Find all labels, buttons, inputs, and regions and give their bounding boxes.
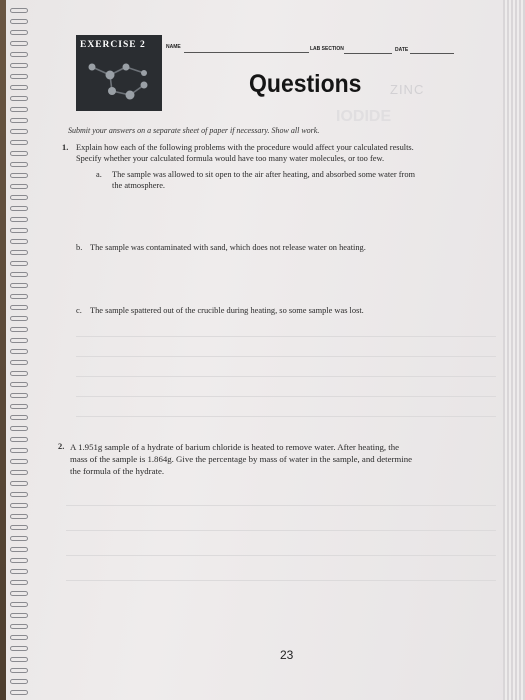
spiral-coil — [10, 470, 28, 475]
question-1-number: 1. — [62, 143, 69, 152]
name-line — [184, 52, 309, 53]
spiral-coil — [10, 690, 28, 695]
spiral-coil — [10, 360, 28, 365]
spiral-coil — [10, 613, 28, 618]
lab-section-line — [344, 53, 392, 54]
spiral-coil — [10, 151, 28, 156]
show-through-artifact: ZINC — [390, 82, 425, 97]
question-1-text-line1: Explain how each of the following problems with the procedure would affect your calculated results. — [76, 143, 414, 152]
spiral-coil — [10, 173, 28, 178]
spiral-coil — [10, 602, 28, 607]
show-through-line — [66, 580, 496, 581]
show-through-line — [76, 336, 496, 337]
worksheet-page — [6, 0, 525, 700]
spiral-coil — [10, 316, 28, 321]
item-c-letter: c. — [76, 306, 82, 315]
spiral-coil — [10, 162, 28, 167]
spiral-coil — [10, 426, 28, 431]
spiral-coil — [10, 547, 28, 552]
spiral-coil — [10, 492, 28, 497]
spiral-coil — [10, 503, 28, 508]
molecule-icon — [82, 55, 158, 107]
spiral-coil — [10, 305, 28, 310]
spiral-coil — [10, 63, 28, 68]
spiral-coil — [10, 85, 28, 90]
spiral-coil — [10, 514, 28, 519]
spiral-coil — [10, 558, 28, 563]
spiral-coil — [10, 239, 28, 244]
item-b-line1: The sample was contaminated with sand, which does not release water on heating. — [90, 243, 366, 252]
question-2-line2: mass of the sample is 1.864g. Give the percentage by mass of water in the sample, and determine — [70, 454, 413, 464]
spiral-coil — [10, 569, 28, 574]
spiral-coil — [10, 74, 28, 79]
question-2-line3: the formula of the hydrate. — [70, 466, 165, 476]
spiral-coil — [10, 261, 28, 266]
spiral-coil — [10, 19, 28, 24]
spiral-coil — [10, 646, 28, 651]
page-title: Questions — [249, 70, 362, 98]
spiral-coil — [10, 448, 28, 453]
spiral-coil — [10, 371, 28, 376]
item-a-line2: the atmosphere. — [112, 181, 166, 190]
spiral-binding — [6, 0, 32, 700]
show-through-line — [66, 505, 496, 506]
spiral-coil — [10, 591, 28, 596]
spiral-coil — [10, 459, 28, 464]
name-label: NAME — [166, 44, 181, 50]
spiral-coil — [10, 129, 28, 134]
spiral-coil — [10, 624, 28, 629]
spiral-coil — [10, 30, 28, 35]
spiral-coil — [10, 481, 28, 486]
spiral-coil — [10, 272, 28, 277]
exercise-label: EXERCISE 2 — [80, 40, 146, 50]
date-line — [410, 53, 454, 54]
show-through-line — [76, 416, 496, 417]
show-through-line — [76, 356, 496, 357]
spiral-coil — [10, 382, 28, 387]
spiral-coil — [10, 118, 28, 123]
instructions: Submit your answers on a separate sheet of paper if necessary. Show all work. — [68, 126, 320, 135]
lab-section-label: LAB SECTION — [310, 46, 344, 52]
spiral-coil — [10, 294, 28, 299]
spiral-coil — [10, 250, 28, 255]
spiral-coil — [10, 217, 28, 222]
show-through-artifact: IODIDE — [336, 108, 392, 125]
item-a-letter: a. — [96, 170, 102, 179]
spiral-coil — [10, 228, 28, 233]
page-number: 23 — [280, 648, 294, 662]
spiral-coil — [10, 657, 28, 662]
spiral-coil — [10, 96, 28, 101]
spiral-coil — [10, 107, 28, 112]
show-through-line — [76, 396, 496, 397]
question-2-number: 2. — [58, 442, 65, 451]
spiral-coil — [10, 668, 28, 673]
spiral-coil — [10, 635, 28, 640]
spiral-coil — [10, 437, 28, 442]
item-c-line1: The sample spattered out of the crucible during heating, so some sample was lost. — [90, 306, 364, 315]
spiral-coil — [10, 536, 28, 541]
spiral-coil — [10, 8, 28, 13]
item-a-line1: The sample was allowed to sit open to the air after heating, and absorbed some water from — [112, 170, 416, 179]
page-stack-edge — [503, 0, 525, 700]
question-1-text-line2: Specify whether your calculated formula would have too many water molecules, or too few. — [76, 154, 385, 163]
spiral-coil — [10, 415, 28, 420]
spiral-coil — [10, 338, 28, 343]
spiral-coil — [10, 41, 28, 46]
spiral-coil — [10, 404, 28, 409]
spiral-coil — [10, 184, 28, 189]
spiral-coil — [10, 580, 28, 585]
spiral-coil — [10, 393, 28, 398]
spiral-coil — [10, 140, 28, 145]
spiral-coil — [10, 206, 28, 211]
item-b-letter: b. — [76, 243, 83, 252]
show-through-line — [66, 530, 496, 531]
spiral-coil — [10, 327, 28, 332]
spiral-coil — [10, 349, 28, 354]
spiral-coil — [10, 195, 28, 200]
spiral-coil — [10, 525, 28, 530]
date-label: DATE — [395, 47, 409, 53]
spiral-coil — [10, 679, 28, 684]
show-through-line — [66, 555, 496, 556]
spiral-coil — [10, 283, 28, 288]
question-2-line1: A 1.951g sample of a hydrate of barium chloride is heated to remove water. After heating, the — [70, 442, 400, 452]
show-through-line — [76, 376, 496, 377]
spiral-coil — [10, 52, 28, 57]
